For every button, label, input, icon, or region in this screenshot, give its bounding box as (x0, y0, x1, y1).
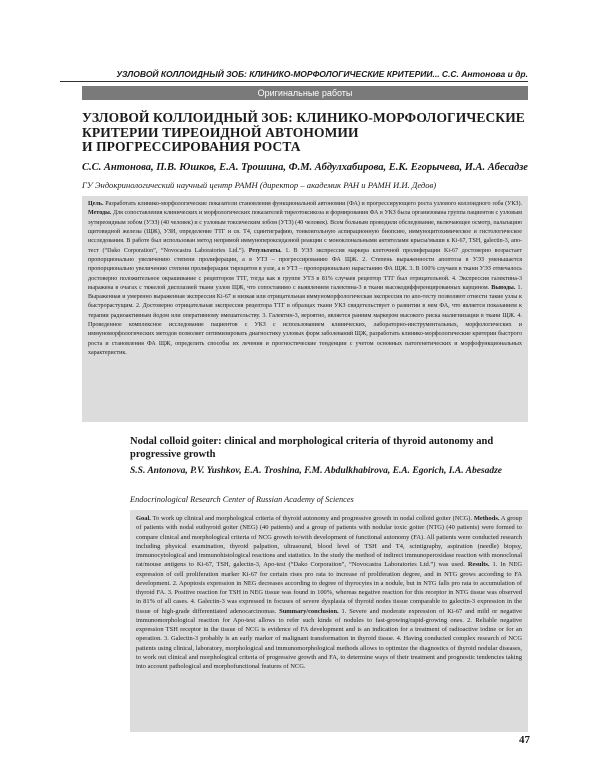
english-affiliation: Endocrinological Research Center of Russian Academy of Sciences (130, 495, 354, 504)
goal-text: To work up clinical and morphological criteria of thyroid autonomy and progressive growth in nodal colloid goiter (NCG). (152, 515, 473, 522)
goal-label: Цель. (88, 201, 104, 207)
summary-text: 1. Severe and moderate expression of Ki-67 and mild or negative immunomorphological reaction for Apo-test allows to refer such kinds of nodules to fast-growing/rapid-growing ones. 2. Reliable negative expression TSH receptor in the tissue of NCG is evidence of FA development and is an indication for a treatment of radioactive iodine or for an operation. 3. Galectin-3 probably is an early marker of malignant transformation in thyroid tissue. 4. Having conducted complex research of NCG patients using clinical, laboratory, morphological and immunomorphological methods allows to optimize the diagnostics of thyroid nodular diseases, to work out clinical and morphological criteria of progressive growth and FA, to determine ways of their treatment and prognostic tendencies taking into account pathological and morphofunctional features of NCG. (136, 607, 523, 671)
section-label: Оригинальные работы (82, 86, 528, 100)
goal-label: Goal. (136, 515, 151, 522)
conclusions-label: Выводы. (491, 284, 516, 291)
results-text: 1. В УЭЗ экспрессия маркера клеточной пролиферации Ki-67 достоверно возрастает пропорционально увеличению степени пролиферации, а в УТЗ – прогрессированию ФА ЩЖ. 2. Степень выраженности апоптоза в УЭЗ уменьшается пропорционально увеличению степени пролиферации тироцитов в узле, а в УТЗ – пропорционально нарастанию ФА ЩЖ. 3. В 100% случаев в ткани УЭЗ отмечалось достоверно положительное окрашивание с рецептором ТТГ, тогда как в группе УТЗ в 81% случаев рецептор ТТГ был отрицательной. 4. Экспрессия галектина-3 выражена в очагах с тяжелой дисплазией ткани узлов ЩЖ, что сопоставимо с выявлением галектина-3 в ткани высокодифференцированных карцином. (88, 247, 523, 291)
page-number: 47 (519, 734, 530, 746)
russian-title-line: И ПРОГРЕССИРОВАНИЯ РОСТА (82, 139, 301, 154)
english-abstract (130, 510, 528, 732)
summary-label: Summary/conclusion. (279, 607, 339, 615)
russian-abstract (82, 196, 528, 422)
russian-authors: С.С. Антонова, П.В. Юшков, Е.А. Трошина, Ф.М. Абдулхабирова, Е.К. Егорычева, И.А. Абесадзе (82, 162, 528, 173)
english-authors: S.S. Antonova, P.V. Yushkov, E.A. Troshina, F.M. Abdulkhabirova, E.A. Egorich, I.A. Abesadze (130, 466, 503, 476)
russian-title (82, 110, 525, 155)
methods-label: Methods. (473, 515, 500, 522)
russian-title-line: КРИТЕРИИ ТИРЕОИДНОЙ АВТОНОМИИ (82, 124, 359, 140)
results-label: Результаты. (248, 247, 282, 254)
running-head: УЗЛОВОЙ КОЛЛОИДНЫЙ ЗОБ: КЛИНИКО-МОРФОЛОГИЧЕСКИЕ КРИТЕРИИ... С.С. Антонова и др. (116, 69, 528, 79)
results-label: Results. (467, 561, 490, 569)
english-title: Nodal colloid goiter: clinical and morphological criteria of thyroid autonomy and progressive growth (130, 436, 494, 460)
header-rule (60, 81, 528, 82)
russian-title-line: УЗЛОВОЙ КОЛЛОИДНЫЙ ЗОБ: КЛИНИКО-МОРФОЛОГИЧЕСКИЕ (82, 110, 525, 125)
methods-label: Методы. (88, 210, 112, 217)
goal-text: Разработать клинико-морфологические показатели становления функциональной автономии (ФА) и прогрессирующего роста узлового коллоидного зоба (УКЗ). (105, 201, 522, 207)
russian-affiliation: ГУ Эндокринологический научный центр РАМН (директор – академик РАН и РАМН И.И. Дедов) (82, 180, 437, 190)
methods-text: Для сопоставления клинических и морфологических показателей тиреотоксикоза и формирования ФА в УКЗ была организована группа пациентов с узловым эутиреоидным зобом (УЭЗ) (40 человек) и с узловым токсическим зобом (УТЗ) (40 человек). Всем больным проводили обследование, включающее осмотр, пальпацию щитовидной железы (ЩЖ), УЗИ, определение ТТГ и св. Т4, сцинтиграфию, тонкоигольную аспирационную биопсию, иммуноцитохимическое и гистологическое исследования. В работе был использован метод непрямой иммунопероксидазной реакции с моноклональными антителами крысы/мыши к Ki-67, TSH, galectin-3, апо-тест (“Dako Corporation”, “Novocastra Laboratories Ltd.”). (88, 210, 522, 254)
conclusions-text: 1. Выраженная и умеренно выраженная экспрессия Ki-67 и низкая или отрицательная иммуноморфологическая экспрессия по апо-тесту позволяют отнести такие узлы к быстрорастущим. 2. Достоверно отрицательная экспрессия рецептора ТТГ в образцах ткани УКЗ свидетельствует о развитии в нем ФА, что является показанием к терапии радиоактивным йодом или оперативному вмешательству. 3. Галектин-3, вероятно, является ранним маркером высокого риска малигнизации в ткани ЩЖ. 4. Проведенное комплексное исследование пациентов с УКЗ с использованием клинических, лабораторно-инструментальных, морфологических и иммуноморфологических методов позволяет оптимизировать диагностику узловых форм заболеваний ЩЖ, разработать клинико-морфологические критерии быстрого роста и становления ФА ЩЖ, определить способы их лечения и прогностические тенденции с учетом основных патогенетических и морфофункциональных характеристик. (88, 284, 523, 356)
methods-text: A group of patients with nodal euthyroid goiter (NEG) (40 patients) and a group of patients with nodular toxic goiter (NTG) (40 patients) were formed to compare clinical and morphological criteria of NCG growth to/with development of functional autonomy (FA). All patients were conducted research including physical examination, thyroid palpation, ultrasound, blood level of TSH and T4, scintigraphy, aspiration (needle) biopsy, immunocytological and immunohistological reactions and statistics. In the study the method of indirect immunoperoxidase reaction with monoclonal rat/mouse antigens to Ki-67, TSH, galectin-3, Apo-test (“Dako Corporation”, “Novocastra Laboratories Ltd.”) was used. (136, 515, 522, 569)
results-text: 1. In NEG expression of cell proliferation marker Ki-67 for certain rises pro rata to increase of proliferation degree, and in NTG grows according to FA development. 2. Apoptosis expression in NEG decreases according to degree of thyrocytes in a nodule, but in NTG falls pro rata to accumulation of thyroid FA. 3. Positive reaction for TSH in NEG tissue was found in 100%, whereas negative reaction for this receptor in NTG tissue was observed in 81% of all cases. 4. Galectin-3 was expressed in focuses of severe dysplasia of thyroid nodes tissue comparable to galectin-3 expression in the tissue of high-grade differentiated adenocarcinomas. (136, 561, 523, 615)
